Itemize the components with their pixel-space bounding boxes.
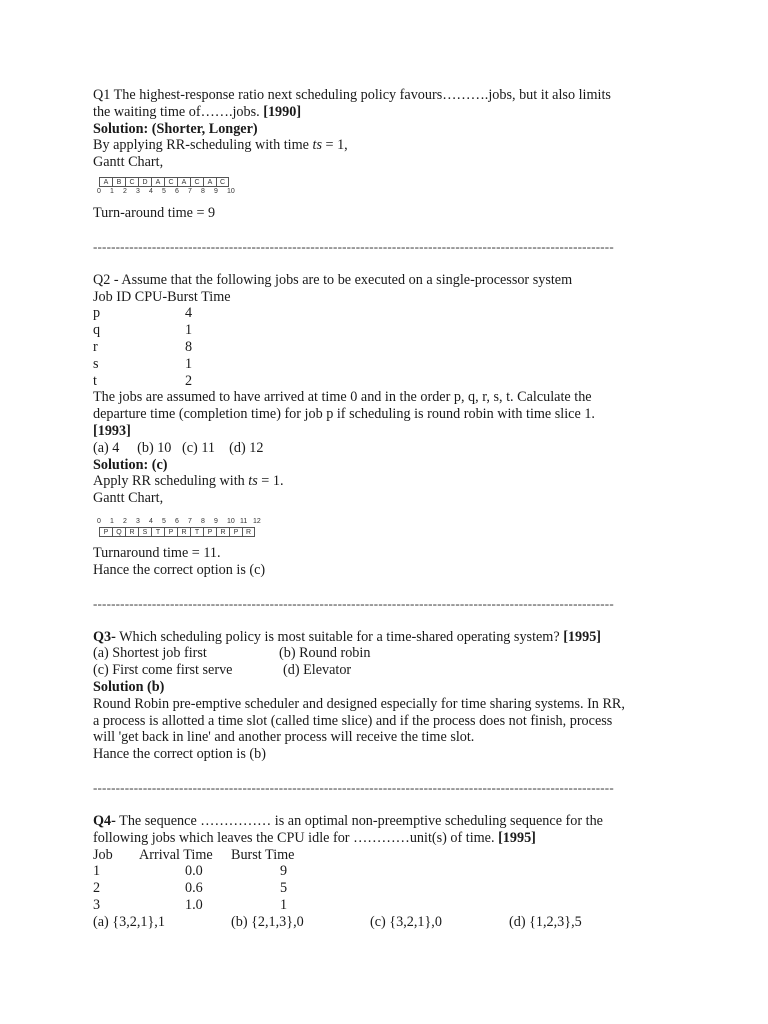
q2-gantt-cell: R bbox=[242, 527, 255, 537]
q1-gantt-tick: 7 bbox=[188, 187, 192, 195]
job-number: 1 bbox=[93, 863, 101, 880]
q1-turnaround: Turn-around time = 9 bbox=[93, 204, 216, 221]
q1-gantt-cell: C bbox=[164, 177, 177, 187]
q2-hance: Hance the correct option is (c) bbox=[93, 561, 266, 578]
q4-label: Q4- bbox=[93, 812, 116, 829]
q4-question-line2 bbox=[93, 830, 683, 847]
q2-gantt-chart bbox=[99, 517, 683, 537]
q1-solution: Solution: (Shorter, Longer) bbox=[93, 120, 258, 137]
q2-apply-tail: = 1. bbox=[257, 473, 284, 490]
q2-para-line1: The jobs are assumed to have arrived at time 0 and in the order p, q, r, s, t. Calculate the bbox=[93, 389, 592, 406]
q3-option-a: (a) Shortest job first bbox=[93, 645, 207, 662]
q1-gantt-ticks bbox=[99, 187, 683, 197]
q2-gantt-tick: 9 bbox=[214, 517, 218, 525]
q2-gantt-tick: 3 bbox=[136, 517, 140, 525]
q2-gantt-tick: 5 bbox=[162, 517, 166, 525]
q3-options-row2 bbox=[93, 662, 683, 679]
job-number: 3 bbox=[93, 896, 101, 913]
q1-gantt-tick: 9 bbox=[214, 187, 218, 195]
q2-gantt-tick: 7 bbox=[188, 517, 192, 525]
q1-gantt-tick: 0 bbox=[97, 187, 101, 195]
q1-gantt-cell: A bbox=[151, 177, 164, 187]
document-page bbox=[93, 87, 683, 930]
q2-para-line2: departure time (completion time) for job p if scheduling is round robin with time slice 1. bbox=[93, 406, 595, 423]
q2-job-table bbox=[93, 305, 683, 389]
q4-question-text2: following jobs which leaves the CPU idle for …………unit(s) of time. bbox=[93, 829, 499, 846]
table-row bbox=[93, 880, 683, 897]
q2-gantt-cell: P bbox=[164, 527, 177, 537]
q4-question-line1 bbox=[93, 813, 683, 830]
arrival-time: 0.0 bbox=[185, 863, 203, 880]
q1-gantt-tick: 4 bbox=[149, 187, 153, 195]
q2-gantt-cell: Q bbox=[112, 527, 125, 537]
q2-gantt-cells bbox=[99, 527, 683, 537]
q1-gantt-tick: 8 bbox=[201, 187, 205, 195]
q3-options-row1 bbox=[93, 645, 683, 662]
q3-explanation-line3: will 'get back in line' and another process will receive the time slot. bbox=[93, 729, 475, 746]
job-number: 2 bbox=[93, 880, 101, 897]
q2-gantt-tick: 4 bbox=[149, 517, 153, 525]
q3-explanation-line2: a process is allotted a time slot (called time slice) and if the process does not finish, process bbox=[93, 712, 613, 729]
q2-apply-text: Apply RR scheduling with bbox=[93, 473, 249, 490]
q1-ts: ts bbox=[312, 137, 322, 154]
q1-gantt-tick: 6 bbox=[175, 187, 179, 195]
burst-time: 1 bbox=[280, 896, 288, 913]
q1-gantt-tick: 5 bbox=[162, 187, 166, 195]
q1-gantt-cells bbox=[99, 177, 683, 187]
q3-hance: Hance the correct option is (b) bbox=[93, 746, 266, 763]
q4-question-text: The sequence …………… is an optimal non-preemptive scheduling sequence for the bbox=[115, 812, 603, 829]
q1-gantt-cell: A bbox=[177, 177, 190, 187]
table-row bbox=[93, 897, 683, 914]
q1-gantt-cell: B bbox=[112, 177, 125, 187]
q2-gantt-cell: T bbox=[151, 527, 164, 537]
q1-year: [1990] bbox=[263, 103, 302, 120]
q2-gantt-cell: P bbox=[99, 527, 112, 537]
q2-gantt-tick: 1 bbox=[110, 517, 114, 525]
q3-question bbox=[93, 629, 683, 646]
q3-year: [1995] bbox=[563, 628, 602, 645]
q1-gantt-cell: C bbox=[216, 177, 229, 187]
q2-table-header: Job ID CPU-Burst Time bbox=[93, 288, 231, 305]
section-divider: ------------------------------------------------------------------------------------------------------------------- bbox=[93, 595, 614, 611]
q1-gantt-label: Gantt Chart, bbox=[93, 154, 164, 171]
q4-header-burst: Burst Time bbox=[231, 846, 295, 863]
job-id: p bbox=[93, 305, 101, 322]
q1-gantt-cell: D bbox=[138, 177, 151, 187]
q2-gantt-tick: 2 bbox=[123, 517, 127, 525]
q4-option-d: (d) {1,2,3},5 bbox=[509, 913, 582, 930]
q1-gantt-chart bbox=[99, 177, 683, 197]
job-id: s bbox=[93, 355, 99, 372]
q2-gantt-cell: T bbox=[190, 527, 203, 537]
q2-gantt-cell: R bbox=[125, 527, 138, 537]
q1-apply bbox=[93, 137, 683, 154]
q3-explanation-line1: Round Robin pre-emptive scheduler and designed especially for time sharing systems. In RR, bbox=[93, 695, 625, 712]
q2-gantt-cell: R bbox=[177, 527, 190, 537]
q1-gantt-cell: C bbox=[190, 177, 203, 187]
q2-apply bbox=[93, 473, 683, 490]
q3-question-text: Which scheduling policy is most suitable for a time-shared operating system? bbox=[115, 628, 564, 645]
q2-gantt-label: Gantt Chart, bbox=[93, 490, 164, 507]
q1-gantt-tick: 10 bbox=[227, 187, 235, 195]
q2-ts: ts bbox=[248, 473, 258, 490]
burst-time: 1 bbox=[185, 355, 193, 372]
table-row bbox=[93, 305, 683, 322]
q2-gantt-tick: 6 bbox=[175, 517, 179, 525]
arrival-time: 1.0 bbox=[185, 896, 203, 913]
q4-option-a: (a) {3,2,1},1 bbox=[93, 913, 165, 930]
q3-option-b: (b) Round robin bbox=[279, 645, 371, 662]
burst-time: 9 bbox=[280, 863, 288, 880]
q4-header-job: Job bbox=[93, 846, 113, 863]
burst-time: 4 bbox=[185, 305, 193, 322]
q2-gantt-tick: 0 bbox=[97, 517, 101, 525]
q1-apply-tail: = 1, bbox=[321, 137, 348, 154]
q2-question: Q2 - Assume that the following jobs are to be executed on a single-processor system bbox=[93, 271, 573, 288]
q2-solution: Solution: (c) bbox=[93, 456, 168, 473]
table-row bbox=[93, 373, 683, 390]
q4-option-b: (b) {2,1,3},0 bbox=[231, 913, 304, 930]
q1-question-line1: Q1 The highest-response ratio next scheduling policy favours……….jobs, but it also limits bbox=[93, 87, 611, 103]
q3-label: Q3- bbox=[93, 628, 116, 645]
q2-gantt-ticks bbox=[99, 517, 683, 527]
burst-time: 1 bbox=[185, 322, 193, 339]
q2-gantt-tick: 12 bbox=[253, 517, 261, 525]
q2-gantt-cell: P bbox=[203, 527, 216, 537]
q4-table-header bbox=[93, 847, 683, 864]
q2-gantt-tick: 8 bbox=[201, 517, 205, 525]
q4-options bbox=[93, 914, 683, 931]
q2-gantt-cell: S bbox=[138, 527, 151, 537]
q2-gantt-cell: P bbox=[229, 527, 242, 537]
q1-question-line2 bbox=[93, 104, 683, 121]
q3-option-c: (c) First come first serve bbox=[93, 662, 233, 679]
burst-time: 2 bbox=[185, 372, 193, 389]
q2-options: (a) 4 (b) 10 (c) 11 (d) 12 bbox=[93, 439, 264, 456]
q1-gantt-cell: A bbox=[99, 177, 112, 187]
q1-gantt-tick: 2 bbox=[123, 187, 127, 195]
table-row bbox=[93, 322, 683, 339]
q4-header-arrival: Arrival Time bbox=[139, 846, 213, 863]
q4-job-table bbox=[93, 863, 683, 913]
q1-gantt-cell: C bbox=[125, 177, 138, 187]
job-id: q bbox=[93, 322, 101, 339]
table-row bbox=[93, 339, 683, 356]
section-divider: ------------------------------------------------------------------------------------------------------------------- bbox=[93, 238, 614, 254]
q1-apply-text: By applying RR-scheduling with time bbox=[93, 137, 313, 154]
burst-time: 5 bbox=[280, 880, 288, 897]
q2-turnaround: Turnaround time = 11. bbox=[93, 544, 221, 561]
burst-time: 8 bbox=[185, 338, 193, 355]
q3-option-d: (d) Elevator bbox=[283, 662, 352, 679]
q2-gantt-tick: 10 bbox=[227, 517, 235, 525]
q2-year: [1993] bbox=[93, 422, 131, 439]
table-row bbox=[93, 863, 683, 880]
job-id: r bbox=[93, 338, 98, 355]
arrival-time: 0.6 bbox=[185, 880, 203, 897]
q2-gantt-cell: R bbox=[216, 527, 229, 537]
job-id: t bbox=[93, 372, 97, 389]
q3-solution: Solution (b) bbox=[93, 678, 165, 695]
q1-question-text: the waiting time of…….jobs. bbox=[93, 103, 264, 120]
table-row bbox=[93, 356, 683, 373]
q2-gantt-tick: 11 bbox=[240, 517, 248, 525]
q4-option-c: (c) {3,2,1},0 bbox=[370, 913, 442, 930]
section-divider: ------------------------------------------------------------------------------------------------------------------- bbox=[93, 779, 614, 795]
q1-gantt-tick: 1 bbox=[110, 187, 114, 195]
q1-gantt-tick: 3 bbox=[136, 187, 140, 195]
q1-gantt-cell: A bbox=[203, 177, 216, 187]
q4-year: [1995] bbox=[498, 829, 536, 846]
